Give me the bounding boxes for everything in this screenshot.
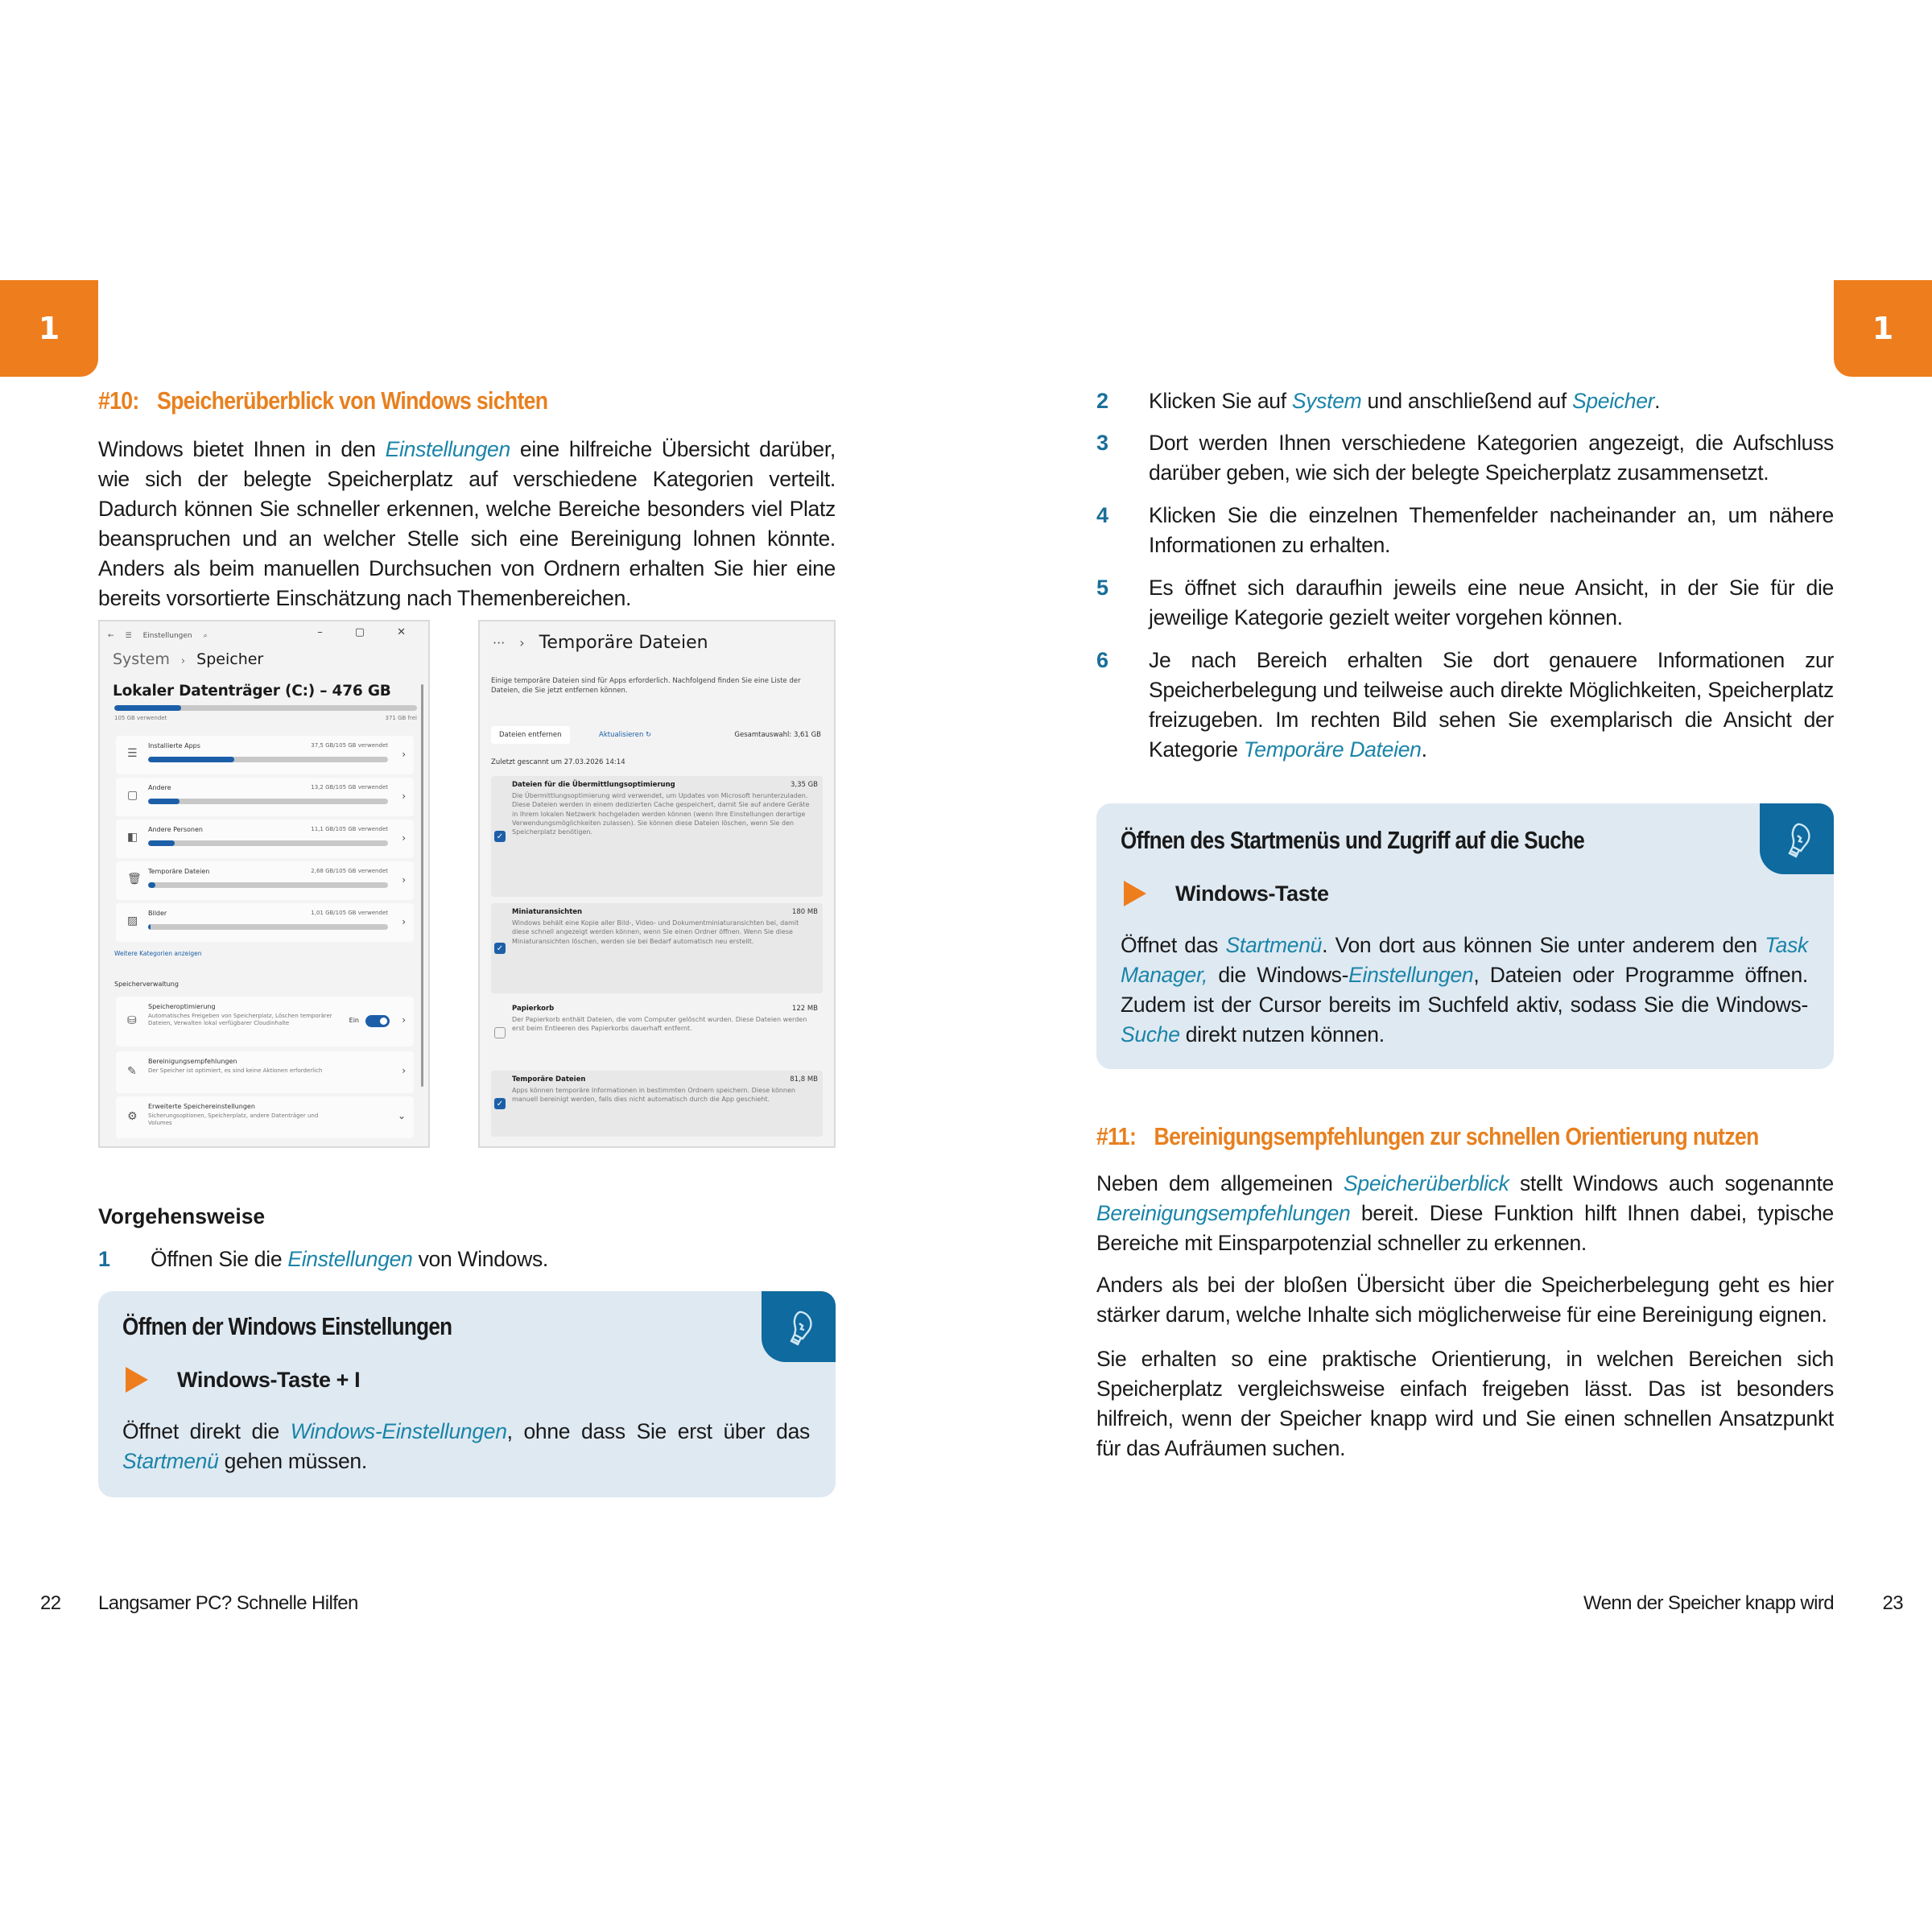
emphasized-term: Windows-Einstellungen [290, 1419, 507, 1443]
section-10-title [98, 386, 547, 415]
text-run: von Windows. [412, 1247, 548, 1271]
storage-sense-icon: ⛁ [127, 1014, 137, 1027]
lightbulb-icon [762, 1291, 836, 1362]
refresh-button[interactable]: Aktualisieren ↻ [599, 731, 652, 739]
item-size: 122 MB [791, 1005, 818, 1013]
management-name: Erweiterte Speichereinstellungen [148, 1103, 255, 1110]
temp-file-item[interactable] [491, 1071, 823, 1137]
text-run: Sie erhalten so eine praktische Orientierung, in welchen Bereichen sich Speicherplatz vergleichsweise einfach freigeben lässt. Das ist besonders hilfreich, wenn der Speicher knapp wird und Sie einen schnellen Ansatzpunkt für das Aufräumen suchen. [1096, 1347, 1834, 1460]
step-text [1149, 386, 1834, 416]
chevron-right-icon[interactable]: › [402, 749, 406, 760]
breadcrumb-system[interactable]: System [113, 650, 170, 668]
category-name: Temporäre Dateien [148, 868, 210, 875]
text-run: Neben dem allgemeinen [1096, 1171, 1344, 1195]
step-number: 4 [1096, 503, 1108, 527]
category-usage-fill [148, 882, 155, 888]
category-usage-fill [148, 757, 234, 762]
temp-files-header [493, 633, 708, 653]
chevron-right-icon[interactable]: › [402, 791, 406, 802]
search-icon[interactable]: ⌕ [203, 632, 208, 640]
step-text [1149, 646, 1834, 765]
text-run: Dort werden Ihnen verschiedene Kategorien angezeigt, die Aufschluss darüber geben, wie sich der belegte Speicherplatz zusammensetzt. [1149, 431, 1834, 485]
other-users-icon: ◧ [127, 831, 138, 844]
advanced-settings-icon: ⚙ [127, 1110, 138, 1123]
step-text [1149, 501, 1834, 560]
management-name: Bereinigungsempfehlungen [148, 1058, 237, 1065]
text-run: stellt Windows auch sogenannte [1509, 1171, 1834, 1195]
temp-files-title: Temporäre Dateien [539, 633, 708, 653]
item-description: Apps können temporäre Informationen in bestimmten Ordnern speichern. Diese können manuell bereinigt werden, falls dies nicht automatisch durch die App geschieht. [512, 1087, 795, 1104]
text-run: und anschließend auf [1361, 389, 1572, 413]
step-1 [98, 1245, 836, 1274]
temp-file-item[interactable] [491, 1000, 823, 1066]
last-scan-label: Zuletzt gescannt um 27.03.2026 14:14 [491, 758, 625, 766]
breadcrumb-separator: › [519, 635, 525, 650]
emphasized-term: Temporäre Dateien [1243, 737, 1422, 762]
shortcut-row [126, 1367, 360, 1393]
shortcut-label: Windows-Taste [1175, 881, 1329, 906]
category-item[interactable] [116, 861, 414, 900]
temp-files-screenshot [478, 620, 836, 1148]
item-size: 180 MB [791, 908, 818, 916]
text-run: Öffnet das [1121, 933, 1226, 957]
step-5 [1096, 573, 1834, 633]
tip-box-settings [98, 1291, 836, 1497]
footer-title-left: Langsamer PC? Schnelle Hilfen [98, 1592, 358, 1614]
category-usage-fill [148, 799, 180, 804]
drive-usage-fill [114, 705, 181, 711]
pictures-icon: ▨ [127, 914, 138, 927]
text-run: . [1654, 389, 1661, 413]
storage-settings-screenshot [98, 620, 430, 1148]
section-11-paragraph-1 [1096, 1169, 1834, 1258]
step-3 [1096, 428, 1834, 488]
chevron-right-icon[interactable]: › [402, 1014, 406, 1026]
breadcrumb-separator: › [180, 655, 186, 667]
category-name: Andere [148, 784, 171, 791]
checkbox[interactable]: ✓ [494, 831, 506, 842]
breadcrumb [113, 650, 263, 668]
item-size: 3,35 GB [790, 781, 818, 789]
footer-page-number-right: 23 [1882, 1592, 1903, 1614]
step-text [1149, 573, 1834, 633]
text-run: Anders als bei der bloßen Übersicht über die Speicherbelegung geht es hier stärker darum, welche Inhalte sich möglicherweise für eine Bereinigung eignen. [1096, 1273, 1834, 1327]
scrollbar[interactable] [421, 684, 423, 1087]
step-text [1149, 428, 1834, 488]
text-run: , ohne dass Sie erst über das [506, 1419, 810, 1443]
section-11-paragraph-3 [1096, 1344, 1834, 1463]
more-categories-link[interactable]: Weitere Kategorien anzeigen [114, 950, 202, 957]
cleanup-broom-icon: ✎ [127, 1065, 137, 1078]
category-usage-bar [148, 840, 388, 846]
section-heading: Speicherüberblick von Windows sichten [156, 386, 548, 415]
title-bar [108, 626, 420, 646]
toggle-label: Ein [349, 1017, 359, 1024]
temp-files-description: Einige temporäre Dateien sind für Apps erforderlich. Nachfolgend finden Sie eine Liste der Dateien, die Sie jetzt entfernen können. [491, 677, 801, 695]
category-item[interactable] [116, 778, 414, 816]
chevron-down-icon[interactable]: ⌄ [397, 1110, 406, 1121]
item-description: Windows behält eine Kopie aller Bild-, Video- und Dokumentminiaturansichten bei, damit diese schnell angezeigt werden können, wenn Sie einen Ordner öffnen. Wenn Sie diese Miniaturansichten löschen, werden sie bei Bedarf automatisch neu erstellt. [512, 919, 799, 945]
item-size: 81,8 MB [790, 1075, 818, 1084]
emphasized-term: Einstellungen [1348, 963, 1474, 987]
tip-title: Öffnen der Windows Einstellungen [122, 1312, 452, 1340]
shortcut-label: Windows-Taste + I [177, 1367, 361, 1392]
item-name: Papierkorb [512, 1005, 555, 1013]
section-11-paragraph-2 [1096, 1270, 1834, 1330]
category-name: Andere Personen [148, 826, 203, 833]
chevron-right-icon[interactable]: › [402, 874, 406, 886]
category-item[interactable] [116, 736, 414, 774]
emphasized-term: Suche [1121, 1022, 1180, 1046]
text-run: direkt nutzen können. [1179, 1022, 1385, 1046]
step-6 [1096, 646, 1834, 765]
category-item[interactable] [116, 903, 414, 942]
text-run: Klicken Sie auf [1149, 389, 1292, 413]
lightbulb-icon [1760, 803, 1834, 874]
close-icon[interactable]: ✕ [397, 626, 406, 638]
menu-icon[interactable]: ☰ [125, 632, 132, 640]
intro-paragraph [98, 435, 836, 613]
section-heading: Bereinigungsempfehlungen zur schnellen Orientierung nutzen [1154, 1122, 1759, 1150]
temp-files-icon: 🗑 [127, 873, 142, 886]
management-description: Sicherungsoptionen, Speicherplatz, andere Datenträger und Volumes [148, 1113, 319, 1126]
chapter-tab-left: 1 [0, 280, 98, 377]
text-run: Es öffnet sich daraufhin jeweils eine neue Ansicht, in der Sie für die jeweilige Kategorie gezielt weiter vorgehen können. [1149, 576, 1834, 630]
step-number: 5 [1096, 576, 1108, 600]
checkbox[interactable]: ✓ [494, 1098, 506, 1109]
storage-management-heading: Speicherverwaltung [114, 980, 179, 988]
step-number: 1 [98, 1247, 110, 1271]
other-files-icon: ▢ [127, 789, 138, 802]
tip-text [1121, 931, 1808, 1050]
text-run: gehen müssen. [218, 1449, 367, 1473]
text-run: Windows bietet Ihnen in den [98, 437, 386, 461]
remove-files-button[interactable]: Dateien entfernen [491, 726, 570, 744]
step-number: 6 [1096, 648, 1108, 672]
category-size: 13,2 GB/105 GB verwendet [311, 784, 388, 791]
emphasized-term: Startmenü [1225, 933, 1323, 957]
category-name: Installierte Apps [148, 742, 200, 749]
text-run: Öffnet direkt die [122, 1419, 291, 1443]
text-run: Klicken Sie die einzelnen Themenfelder nacheinander an, um nähere Informationen zu erhalten. [1149, 503, 1834, 557]
app-name: Einstellungen [142, 632, 192, 640]
apps-list-icon: ☰ [127, 747, 138, 760]
maximize-icon[interactable]: ▢ [354, 626, 365, 638]
text-run: die Windows- [1208, 963, 1349, 987]
emphasized-term: Bereinigungsempfehlungen [1096, 1201, 1351, 1225]
management-description: Automatisches Freigeben von Speicherplatz, Löschen temporärer Dateien, Verwalten lokal verfügbarer Cloudinhalte [148, 1013, 332, 1026]
checkbox[interactable]: ✓ [494, 943, 506, 954]
arrow-right-icon [126, 1367, 148, 1393]
management-description: Der Speicher ist optimiert, es sind keine Aktionen erforderlich [148, 1067, 323, 1074]
category-usage-bar [148, 757, 388, 762]
category-size: 1,01 GB/105 GB verwendet [311, 910, 388, 916]
minimize-icon[interactable]: – [317, 626, 323, 638]
management-item[interactable] [116, 1096, 414, 1138]
step-number: 2 [1096, 389, 1108, 413]
category-size: 37,5 GB/105 GB verwendet [311, 742, 388, 749]
shortcut-row [1124, 881, 1329, 906]
emphasized-term: Einstellungen [287, 1247, 413, 1271]
step-text [151, 1245, 836, 1274]
item-name: Temporäre Dateien [512, 1075, 586, 1084]
section-number: #11: [1096, 1122, 1137, 1150]
category-name: Bilder [148, 910, 167, 917]
tip-title: Öffnen des Startmenüs und Zugriff auf die Suche [1121, 826, 1585, 854]
section-11-title [1096, 1122, 1759, 1151]
chapter-tab-right: 1 [1834, 280, 1932, 377]
management-name: Speicheroptimierung [148, 1003, 216, 1010]
emphasized-term: Startmenü [122, 1449, 219, 1473]
footer-page-number-left: 22 [40, 1592, 61, 1614]
section-number: #10: [98, 386, 139, 415]
chevron-right-icon[interactable]: › [402, 832, 406, 844]
category-size: 2,68 GB/105 GB verwendet [311, 868, 388, 874]
category-usage-fill [148, 840, 175, 846]
category-usage-fill [148, 924, 151, 930]
chevron-right-icon[interactable]: › [402, 916, 406, 927]
arrow-right-icon [1124, 881, 1146, 906]
more-icon[interactable]: ··· [493, 635, 506, 650]
text-run: Je nach Bereich erhalten Sie dort genauere Informationen zur Speicherbelegung und teilweise auch direkte Möglichkeiten, Speicherplatz freizugeben. Im rechten Bild sehen Sie exemplarisch die Ansicht der Kategorie [1149, 648, 1834, 762]
management-item[interactable] [116, 1051, 414, 1093]
step-4 [1096, 501, 1834, 560]
drive-usage-bar [114, 705, 417, 711]
text-run: eine hilfreiche Übersicht darüber, wie sich der belegte Speicherplatz auf verschiedene Kategorien verteilt. Dadurch können Sie schneller erkennen, welche Bereiche besonders viel Platz beanspruchen und an welcher Stelle sich eine Bereinigung lohnen könnte. Anders als beim manuellen Durchsuchen von Ordnern erhalten Sie hier eine bereits vorsortierte Einschätzung nach Themenbereichen. [98, 437, 836, 610]
text-run: . [1421, 737, 1427, 762]
checkbox[interactable] [494, 1027, 506, 1038]
text-run: , Dateien oder Programme öffnen. Zudem ist der Cursor bereits im Suchfeld aktiv, sodass Sie die Windows- [1121, 963, 1808, 1017]
item-description: Der Papierkorb enthält Dateien, die vom Computer gelöscht wurden. Diese Dateien werden erst beim Entleeren des Papierkorbs dauerhaft entfernt. [512, 1016, 807, 1033]
category-usage-bar [148, 924, 388, 930]
total-selection: Gesamtauswahl: 3,61 GB [734, 731, 821, 739]
temp-file-item[interactable] [491, 776, 823, 897]
temp-file-item[interactable] [491, 903, 823, 993]
storage-sense-toggle[interactable] [365, 1015, 390, 1027]
back-icon[interactable]: ← [108, 632, 114, 640]
footer-title-right: Wenn der Speicher knapp wird [1583, 1592, 1834, 1614]
text-run: Öffnen Sie die [151, 1247, 288, 1271]
category-item[interactable] [116, 819, 414, 858]
tip-text [122, 1417, 810, 1476]
drive-used-label: 105 GB verwendet [114, 715, 167, 721]
text-run: bereit. Diese Funktion hilft Ihnen dabei, typische Bereiche mit Einsparpotenzial schneller zu erkennen. [1096, 1201, 1834, 1255]
emphasized-term: Einstellungen [385, 437, 510, 461]
item-name: Miniaturansichten [512, 908, 583, 916]
step-2 [1096, 386, 1834, 416]
emphasized-term: Speicherüberblick [1344, 1171, 1509, 1195]
chevron-right-icon[interactable]: › [402, 1065, 406, 1076]
tip-box-startmenu [1096, 803, 1834, 1069]
drive-title: Lokaler Datenträger (C:) – 476 GB [113, 683, 391, 700]
management-item[interactable] [116, 997, 414, 1046]
emphasized-term: System [1291, 389, 1362, 413]
breadcrumb-current: Speicher [196, 650, 264, 668]
item-description: Die Übermittlungsoptimierung wird verwendet, um Updates von Microsoft herunterzuladen. Diese Dateien werden in einem dedizierten Cache gespeichert, damit Sie auf andere Geräte in Ihrem lokalen Netzwerk hochgeladen werden können (wenn Ihre Einstellungen derartige Verwendungsmöglichkeiten zulassen). Sie können diese Dateien löschen, wenn Sie den Speicherplatz benötigen. [512, 792, 810, 836]
category-usage-bar [148, 882, 388, 888]
text-run: . Von dort aus können Sie unter anderem den [1322, 933, 1765, 957]
item-name: Dateien für die Übermittlungsoptimierung [512, 781, 675, 789]
emphasized-term: Speicher [1571, 389, 1655, 413]
step-number: 3 [1096, 431, 1108, 455]
category-size: 11,1 GB/105 GB verwendet [311, 826, 388, 832]
drive-free-label: 371 GB frei [385, 715, 417, 721]
emphasized-term: Task Manager, [1121, 933, 1808, 987]
procedure-heading: Vorgehensweise [98, 1204, 266, 1228]
category-usage-bar [148, 799, 388, 804]
